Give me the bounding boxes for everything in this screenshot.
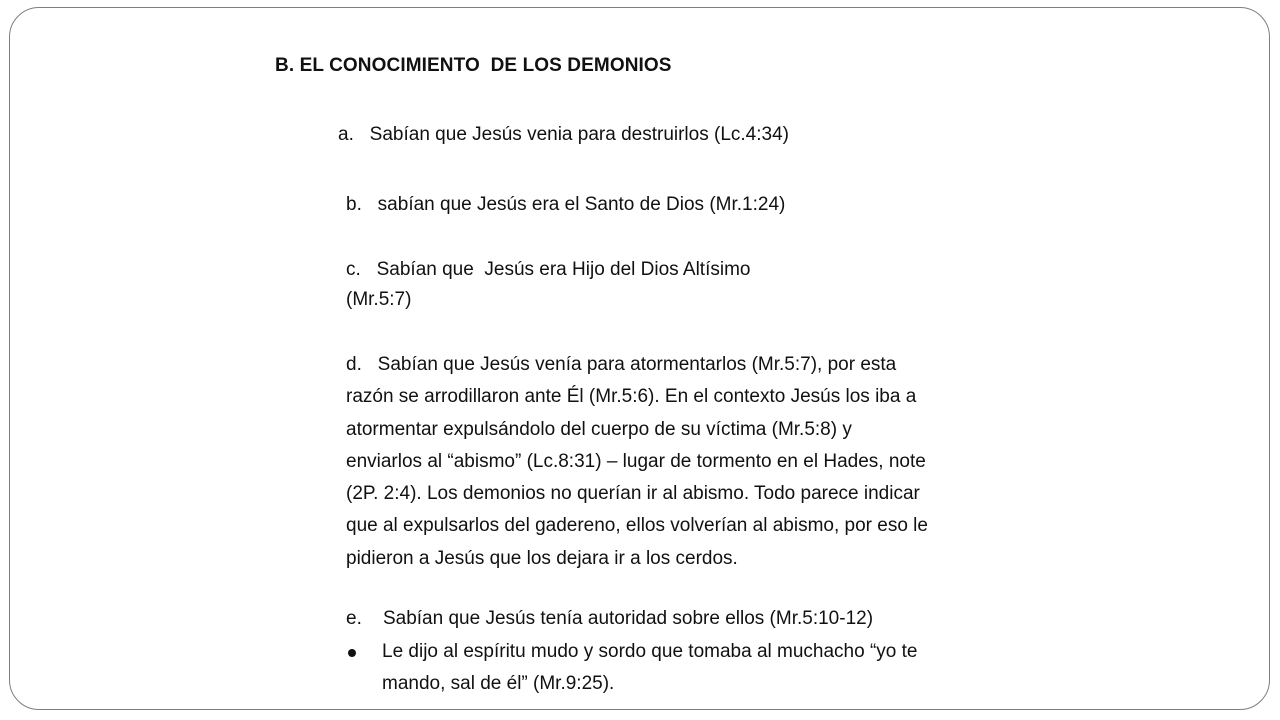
sub-list-item — [346, 636, 917, 700]
slide-title: B. EL CONOCIMIENTO DE LOS DEMONIOS — [275, 55, 672, 76]
list-item-a: a. Sabían que Jesús venia para destruirlos (Lc.4:34) — [338, 124, 789, 145]
sub-list-item-text: Le dijo al espíritu mudo y sordo que tomaba al muchacho “yo te mando, sal de él” (Mr.9:25). — [382, 641, 918, 694]
list-item-b: b. sabían que Jesús era el Santo de Dios (Mr.1:24) — [346, 194, 786, 215]
list-item-d: d. Sabían que Jesús venía para atormentarlos (Mr.5:7), por esta razón se arrodillaron ante Él (Mr.5:6). En el contexto Jesús los iba a atormentar expulsándolo del cuerpo de su víctima (Mr.5:8) y enviarlos al “abismo” (Lc.8:31) – lugar de tormento en el Hades, note (2P. 2:4). Los demonios no querían ir al abismo. Todo parece indicar que al expulsarlos del gadereno, ellos volverían al abismo, por eso le pidieron a Jesús que los dejara ir a los cerdos. — [346, 354, 928, 569]
bullet-dot-icon — [348, 636, 372, 668]
list-item-c: c. Sabían que Jesús era Hijo del Dios Altísimo (Mr.5:7) — [346, 259, 751, 310]
list-item-e: e. Sabían que Jesús tenía autoridad sobre ellos (Mr.5:10-12) — [346, 608, 874, 629]
